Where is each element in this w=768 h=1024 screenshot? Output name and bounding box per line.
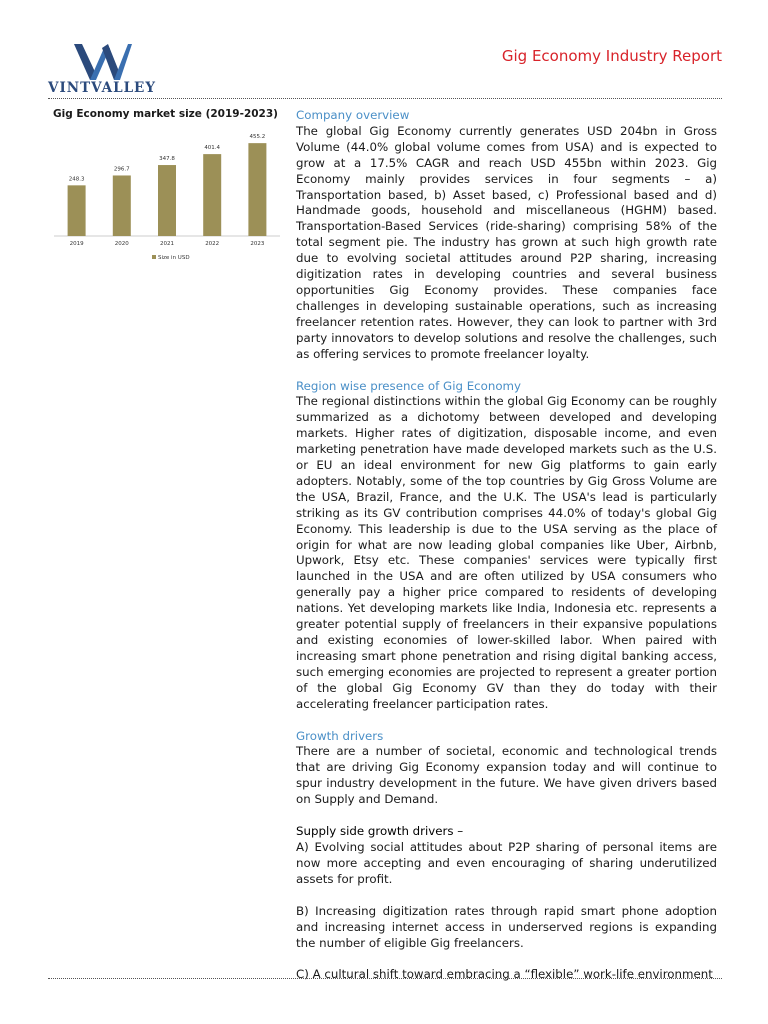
footer-divider xyxy=(48,978,722,979)
data-label-2022: 401.4 xyxy=(204,145,221,152)
legend-swatch xyxy=(152,255,156,259)
supply-drivers-heading: Supply side growth drivers – xyxy=(296,824,464,839)
logo-text: VINTVALLEY xyxy=(48,80,156,96)
bar-2023 xyxy=(248,143,266,236)
region-paragraph: The regional distinctions within the global Gig Economy can be roughly summarized as a dichotomy between developed and developing markets. Higher rates of digitization, disposable income, and even marketing penetration have made developed markets such as the U.S. or EU an ideal environment for new Gig platforms to gain early adopters. Notably, some of the top countries by Gig Gross Volume are the USA, Brazil, France, and the U.K. The USA's lead is particularly striking as its GV contribution comprises 44.0% of today's global Gig Economy. This leadership is due to the USA serving as the place of origin for what are now leading global companies like Uber, Airbnb, Upwork, Etsy etc. These companies' services were typically first launched in the USA and are often utilized by USA consumers who generally pay a higher price compared to residents of developing nations. Yet developing markets like India, Indonesia etc. represents a greater potential supply of freelancers in their expansive populations and existing economies of lower-skilled labor. When paired with increasing smart phone penetration and rising digital banking access, such emerging economies are projected to represent a greater portion of the global Gig Economy GV than they do today with their accelerating freelancer participation rates. xyxy=(296,394,717,711)
data-label-2023: 455.2 xyxy=(249,134,266,141)
supply-driver-a: A) Evolving social attitudes about P2P sharing of personal items are now more accepting and even encouraging of sharing underutilized assets for profit. xyxy=(296,839,717,886)
article-body xyxy=(296,108,717,983)
data-label-2021: 347.8 xyxy=(159,156,175,163)
vintvalley-logo-icon xyxy=(74,44,132,80)
header-divider xyxy=(48,98,722,99)
company-logo xyxy=(48,44,156,100)
company-overview-paragraph: The global Gig Economy currently generates USD 204bn in Gross Volume (44.0% global volume comes from USA) and is expected to grow at a 17.5% CAGR and reach USD 455bn within 2023. Gig Economy mainly provides services in four segments – a) Transportation based, b) Asset based, c) Professional based and d) Handmade goods, household and miscellaneous (HGHM) based. Transportation-Based Services (ride-sharing) comprising 58% of the total segment pie. The industry has grown at such high growth rate due to evolving societal attitudes around P2P sharing, increasing digitization rates in developing countries and several business opportunities Gig Economy provides. These companies face challenges in developing sustainable operations, such as increasing freelancer retention rates. However, they can look to partner with 3rd party innovators to develop solutions and resolve the challenges, such as offering services to promote freelancer loyalty. xyxy=(296,123,717,361)
bar-2021 xyxy=(158,165,176,236)
tick-label-2022: 2022 xyxy=(205,241,220,247)
bar-2019 xyxy=(68,185,86,236)
report-title: Gig Economy Industry Report xyxy=(501,47,722,65)
bar-2020 xyxy=(113,175,131,236)
growth-drivers-paragraph: There are a number of societal, economic and technological trends that are driving Gig Economy expansion today and will continue to spur industry development in the future. We have given drivers based on Supply and Demand. xyxy=(296,744,717,807)
supply-driver-c: C) A cultural shift toward embracing a “flexible” work-life environment xyxy=(296,967,713,982)
tick-label-2021: 2021 xyxy=(160,241,174,247)
tick-label-2020: 2020 xyxy=(114,241,129,247)
bar-2022 xyxy=(203,154,221,236)
section-heading-region: Region wise presence of Gig Economy xyxy=(296,378,522,393)
chart-title: Gig Economy market size (2019-2023) xyxy=(53,108,278,120)
legend-label: Size in USD xyxy=(158,255,190,261)
section-heading-company-overview: Company overview xyxy=(296,108,410,122)
supply-driver-b: B) Increasing digitization rates through rapid smart phone adoption and increasing internet access in underserved regions is expanding the number of eligible Gig freelancers. xyxy=(296,903,717,950)
tick-label-2019: 2019 xyxy=(69,241,84,247)
section-heading-growth-drivers: Growth drivers xyxy=(296,728,384,743)
data-label-2020: 296.7 xyxy=(113,166,130,173)
market-size-bar-chart xyxy=(52,126,282,270)
tick-label-2023: 2023 xyxy=(250,241,265,247)
data-label-2019: 248.3 xyxy=(68,176,85,183)
